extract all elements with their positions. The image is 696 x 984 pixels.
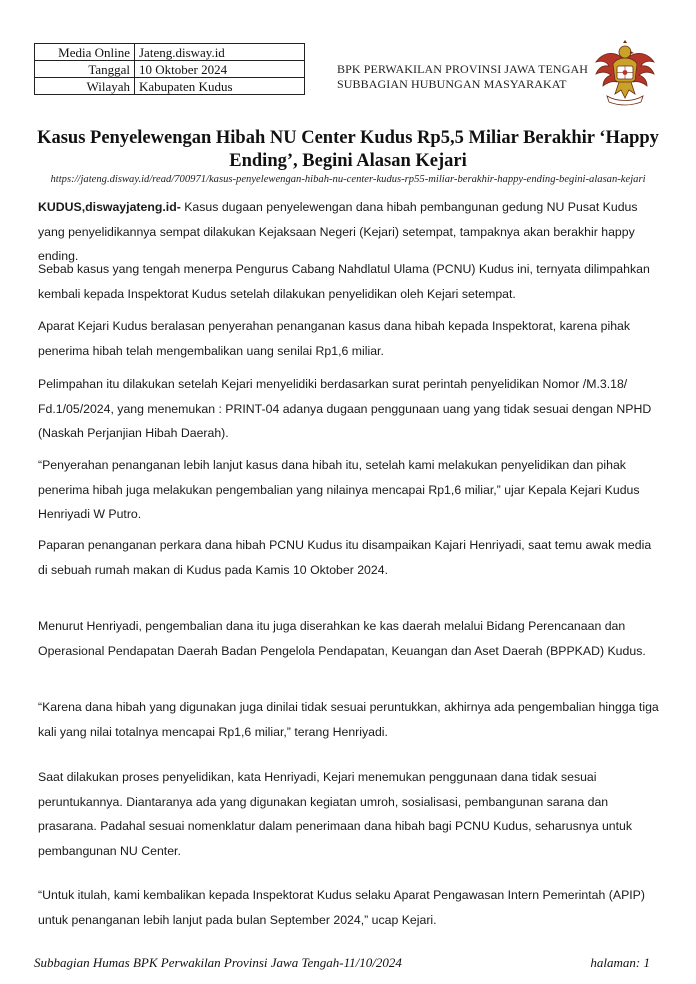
- region-label: Wilayah: [35, 78, 135, 95]
- article-paragraph-8: “Karena dana hibah yang digunakan juga dinilai tidak sesuai peruntukkan, akhirnya ada pengembalian hingga tiga kali yang nilai totalnya mencapai Rp1,6 miliar,” terang Henriyadi.: [38, 700, 659, 739]
- org-division: SUBBAGIAN HUBUNGAN MASYARAKAT: [337, 77, 567, 91]
- paragraph-text: Kasus dugaan penyelewengan dana hibah pembangunan gedung NU Pusat Kudus yang penyelidikannya sempat dilakukan Kejaksaan Negeri (Kejari) setempat, tampaknya akan berakhir happy ending.: [38, 200, 638, 263]
- media-info-table: [34, 43, 305, 95]
- date-value: 10 Oktober 2024: [135, 61, 305, 78]
- region-info-row: [35, 78, 305, 95]
- media-label: Media Online: [35, 44, 135, 61]
- date-label: Tanggal: [35, 61, 135, 78]
- garuda-emblem-icon: [593, 40, 657, 106]
- footer-source: Subbagian Humas BPK Perwakilan Provinsi Jawa Tengah-11/10/2024: [34, 955, 402, 970]
- dateline: KUDUS,diswayjateng.id-: [38, 200, 181, 214]
- org-header: [337, 62, 588, 92]
- media-value: Jateng.disway.id: [135, 44, 305, 61]
- article-paragraph-10: “Untuk itulah, kami kembalikan kepada Inspektorat Kudus selaku Aparat Pengawasan Intern Pemerintah (APIP) untuk penanganan lebih lanjut pada bulan September 2024,” ucap Kejari.: [38, 888, 645, 927]
- article-paragraph-9: Saat dilakukan proses penyelidikan, kata Henriyadi, Kejari menemukan penggunaan dana tidak sesuai peruntukannya. Diantaranya ada yang digunakan kegiatan umroh, sosialisasi, pembangunan sarana dan prasarana. Padahal sesuai nomenklatur dalam penerimaan dana hibah bagi PCNU Kudus, seharusnya untuk pembangunan NU Center.: [38, 770, 633, 858]
- article-paragraph-3: Aparat Kejari Kudus beralasan penyerahan penanganan kasus dana hibah kepada Inspektorat, karena pihak penerima hibah telah mengembalikan uang senilai Rp1,6 miliar.: [38, 319, 631, 358]
- page-footer: [34, 955, 650, 971]
- page-number: halaman: 1: [590, 955, 650, 970]
- region-value: Kabupaten Kudus: [135, 78, 305, 95]
- media-info-row: [35, 44, 305, 61]
- article-paragraph-6: Paparan penanganan perkara dana hibah PCNU Kudus itu disampaikan Kajari Henriyadi, saat temu awak media di sebuah rumah makan di Kudus pada Kamis 10 Oktober 2024.: [38, 538, 652, 577]
- article-paragraph-2: Sebab kasus yang tengah menerpa Pengurus Cabang Nahdlatul Ulama (PCNU) Kudus ini, ternyata dilimpahkan kembali kepada Inspektorat Kudus setelah dilakukan penyelidikan oleh Kejari setempat.: [38, 262, 650, 301]
- article-title: Kasus Penyelewengan Hibah NU Center Kudus Rp5,5 Miliar Berakhir ‘Happy Ending’, Begini Alasan Kejari: [37, 128, 659, 171]
- article-paragraph-7: Menurut Henriyadi, pengembalian dana itu juga diserahkan ke kas daerah melalui Bidang Perencanaan dan Operasional Pendapatan Daerah Badan Pengelola Pendapatan, Keuangan dan Aset Daerah (BPPKAD) Kudus.: [38, 619, 646, 658]
- date-info-row: [35, 61, 305, 78]
- article-url: https://jateng.disway.id/read/700971/kasus-penyelewengan-hibah-nu-center-kudus-rp55-miliar-berakhir-happy-ending-begini-alasan-kejari: [50, 174, 646, 185]
- article-paragraph-4: Pelimpahan itu dilakukan setelah Kejari menyelidiki berdasarkan surat perintah penyelidikan Nomor /M.3.18/ Fd.1/05/2024, yang menemukan : PRINT-04 adanya dugaan penggunaan uang yang tidak sesuai dengan NPHD (Naskah Perjanjian Hibah Daerah).: [38, 377, 652, 440]
- article-paragraph-5: “Penyerahan penanganan lebih lanjut kasus dana hibah itu, setelah kami melakukan penyelidikan dan pihak penerima hibah juga melakukan pengembalian yang nilainya mencapai Rp1,6 miliar,” ujar Kepala Kejari Kudus Henriyadi W Putro.: [38, 458, 640, 521]
- org-name: BPK PERWAKILAN PROVINSI JAWA TENGAH: [337, 62, 588, 76]
